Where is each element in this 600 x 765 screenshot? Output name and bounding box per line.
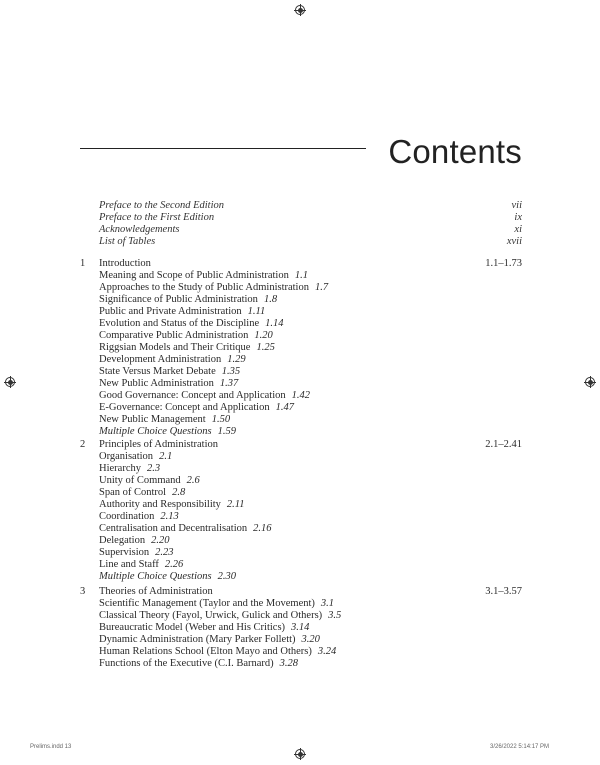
toc-entry — [80, 306, 522, 318]
toc-entry — [80, 342, 522, 354]
entry-title: Good Governance: Concept and Application — [99, 390, 286, 401]
entry-page: 2.20 — [151, 535, 170, 546]
prelim-page: xi — [514, 224, 522, 235]
registration-mark-icon — [4, 376, 16, 388]
chapter-heading — [80, 439, 522, 451]
entry-title: Public and Private Administration — [99, 306, 242, 317]
entry-page: 3.28 — [279, 658, 299, 669]
entry-title: Coordination — [99, 511, 155, 522]
toc-entry — [80, 426, 522, 438]
toc-entry — [80, 487, 522, 499]
entry-page: 2.8 — [172, 487, 186, 498]
entry-title: Functions of the Executive (C.I. Barnard) — [99, 658, 274, 669]
entry-title: Approaches to the Study of Public Administration — [99, 282, 309, 293]
entry-page: 2.1 — [159, 451, 173, 462]
prelim-page: vii — [511, 200, 522, 211]
entry-page: 1.25 — [256, 342, 275, 353]
chapter-3 — [80, 586, 522, 670]
entry-page: 2.30 — [217, 571, 236, 582]
toc-entry — [80, 658, 522, 670]
entry-page: 2.13 — [160, 511, 179, 522]
chapter-1 — [80, 258, 522, 438]
entry-page: 1.37 — [219, 378, 239, 389]
toc-entry — [80, 622, 522, 634]
entry-title: Organisation — [99, 451, 154, 462]
entry-title: Classical Theory (Fayol, Urwick, Gulick and Others) — [99, 610, 323, 621]
entry-page: 3.5 — [328, 610, 342, 621]
page-title: Contents — [388, 133, 522, 170]
entry-title: Evolution and Status of the Discipline — [99, 318, 260, 329]
entry-page: 1.50 — [211, 414, 231, 425]
entry-title: State Versus Market Debate — [99, 366, 216, 377]
entry-title: Meaning and Scope of Public Administration — [99, 270, 289, 281]
chapter-2 — [80, 439, 522, 583]
prelim-title: Preface to the Second Edition — [99, 200, 224, 211]
toc-entry — [80, 559, 522, 571]
entry-page: 2.3 — [146, 463, 161, 474]
entry-page: 1.42 — [291, 390, 310, 401]
entry-title: Supervision — [99, 547, 150, 558]
entry-title: Significance of Public Administration — [99, 294, 258, 305]
entry-page: 1.7 — [314, 282, 329, 293]
chapter-heading — [80, 258, 522, 270]
toc-entry — [80, 390, 522, 402]
registration-mark-icon — [584, 376, 596, 388]
chapter-page-range: 3.1–3.57 — [485, 586, 522, 597]
title-rule — [80, 148, 366, 149]
entry-page: 2.11 — [226, 499, 245, 510]
entry-page: 1.20 — [254, 330, 273, 341]
toc-entry — [80, 402, 522, 414]
toc-entry — [80, 318, 522, 330]
entry-title: Span of Control — [99, 487, 167, 498]
entry-page: 3.14 — [291, 622, 310, 633]
entry-title: Multiple Choice Questions — [99, 426, 212, 437]
prelim-title: Acknowledgements — [99, 224, 180, 235]
prelim-page: xvii — [506, 236, 522, 247]
toc-entry — [80, 294, 522, 306]
entry-title: Riggsian Models and Their Critique — [99, 342, 251, 353]
toc-entry — [80, 270, 522, 282]
toc-entry — [80, 354, 522, 366]
prelim-page: ix — [514, 212, 522, 223]
entry-page: 3.24 — [317, 646, 337, 657]
entry-title: Bureaucratic Model (Weber and His Critics) — [99, 622, 286, 633]
toc-entry — [80, 571, 522, 583]
toc-entry — [80, 523, 522, 535]
entry-title: Scientific Management (Taylor and the Movement) — [99, 598, 315, 609]
entry-title: Multiple Choice Questions — [99, 571, 212, 582]
toc-entry — [80, 646, 522, 658]
prelim-item — [99, 224, 522, 236]
toc-entry — [80, 414, 522, 426]
entry-title: New Public Management — [99, 414, 206, 425]
toc-entry — [80, 378, 522, 390]
toc-entry — [80, 535, 522, 547]
entry-page: 1.47 — [275, 402, 294, 413]
entry-title: Centralisation and Decentralisation — [99, 523, 248, 534]
entry-page: 3.1 — [320, 598, 335, 609]
entry-title: Human Relations School (Elton Mayo and Others) — [99, 646, 312, 657]
footer-timestamp: 3/26/2022 5:14:17 PM — [490, 744, 550, 750]
entry-title: Delegation — [99, 535, 146, 546]
entry-page: 2.6 — [186, 475, 200, 486]
prelims-list — [99, 200, 522, 248]
entry-page: 1.1 — [294, 270, 308, 281]
toc-entry — [80, 475, 522, 487]
entry-page: 1.14 — [265, 318, 284, 329]
toc-entry — [80, 463, 522, 475]
prelim-title: Preface to the First Edition — [99, 212, 215, 223]
chapter-page-range: 2.1–2.41 — [485, 439, 522, 450]
entry-title: Development Administration — [99, 354, 222, 365]
toc-entry — [80, 330, 522, 342]
entry-title: Unity of Command — [99, 475, 181, 486]
footer-file-name: Prelims.indd 13 — [30, 744, 72, 750]
entry-page: 2.26 — [164, 559, 184, 570]
prelim-item — [99, 236, 522, 248]
entry-page: 1.35 — [221, 366, 241, 377]
toc-entry — [80, 547, 522, 559]
toc-entry — [80, 366, 522, 378]
entry-page: 2.16 — [253, 523, 272, 534]
entry-title: New Public Administration — [99, 378, 214, 389]
toc-entry — [80, 598, 522, 610]
chapter-page-range: 1.1–1.73 — [485, 258, 522, 269]
prelim-item — [99, 200, 522, 212]
chapter-number: 2 — [80, 439, 86, 450]
chapter-number: 1 — [80, 258, 86, 269]
registration-mark-icon — [294, 748, 306, 760]
entry-page: 2.23 — [155, 547, 174, 558]
prelim-item — [99, 212, 522, 224]
toc-entry — [80, 634, 522, 646]
entry-title: Hierarchy — [99, 463, 141, 474]
entry-title: E-Governance: Concept and Application — [99, 402, 270, 413]
entry-page: 1.29 — [227, 354, 246, 365]
toc-entry — [80, 511, 522, 523]
chapter-title: Theories of Administration — [99, 586, 213, 597]
chapter-title: Principles of Administration — [99, 439, 218, 450]
entry-page: 1.8 — [263, 294, 278, 305]
toc-entry — [80, 282, 522, 294]
chapter-title: Introduction — [99, 258, 151, 269]
entry-page: 1.59 — [217, 426, 236, 437]
entry-title: Comparative Public Administration — [99, 330, 249, 341]
entry-page: 1.11 — [247, 306, 266, 317]
toc-entry — [80, 451, 522, 463]
entry-title: Authority and Responsibility — [99, 499, 221, 510]
entry-title: Dynamic Administration (Mary Parker Follett) — [99, 634, 296, 645]
entry-page: 3.20 — [301, 634, 320, 645]
entry-title: Line and Staff — [99, 559, 159, 570]
prelim-title: List of Tables — [99, 236, 156, 247]
toc-entry — [80, 610, 522, 622]
chapter-number: 3 — [80, 586, 86, 597]
chapter-heading — [80, 586, 522, 598]
registration-mark-icon — [294, 4, 306, 16]
toc-entry — [80, 499, 522, 511]
